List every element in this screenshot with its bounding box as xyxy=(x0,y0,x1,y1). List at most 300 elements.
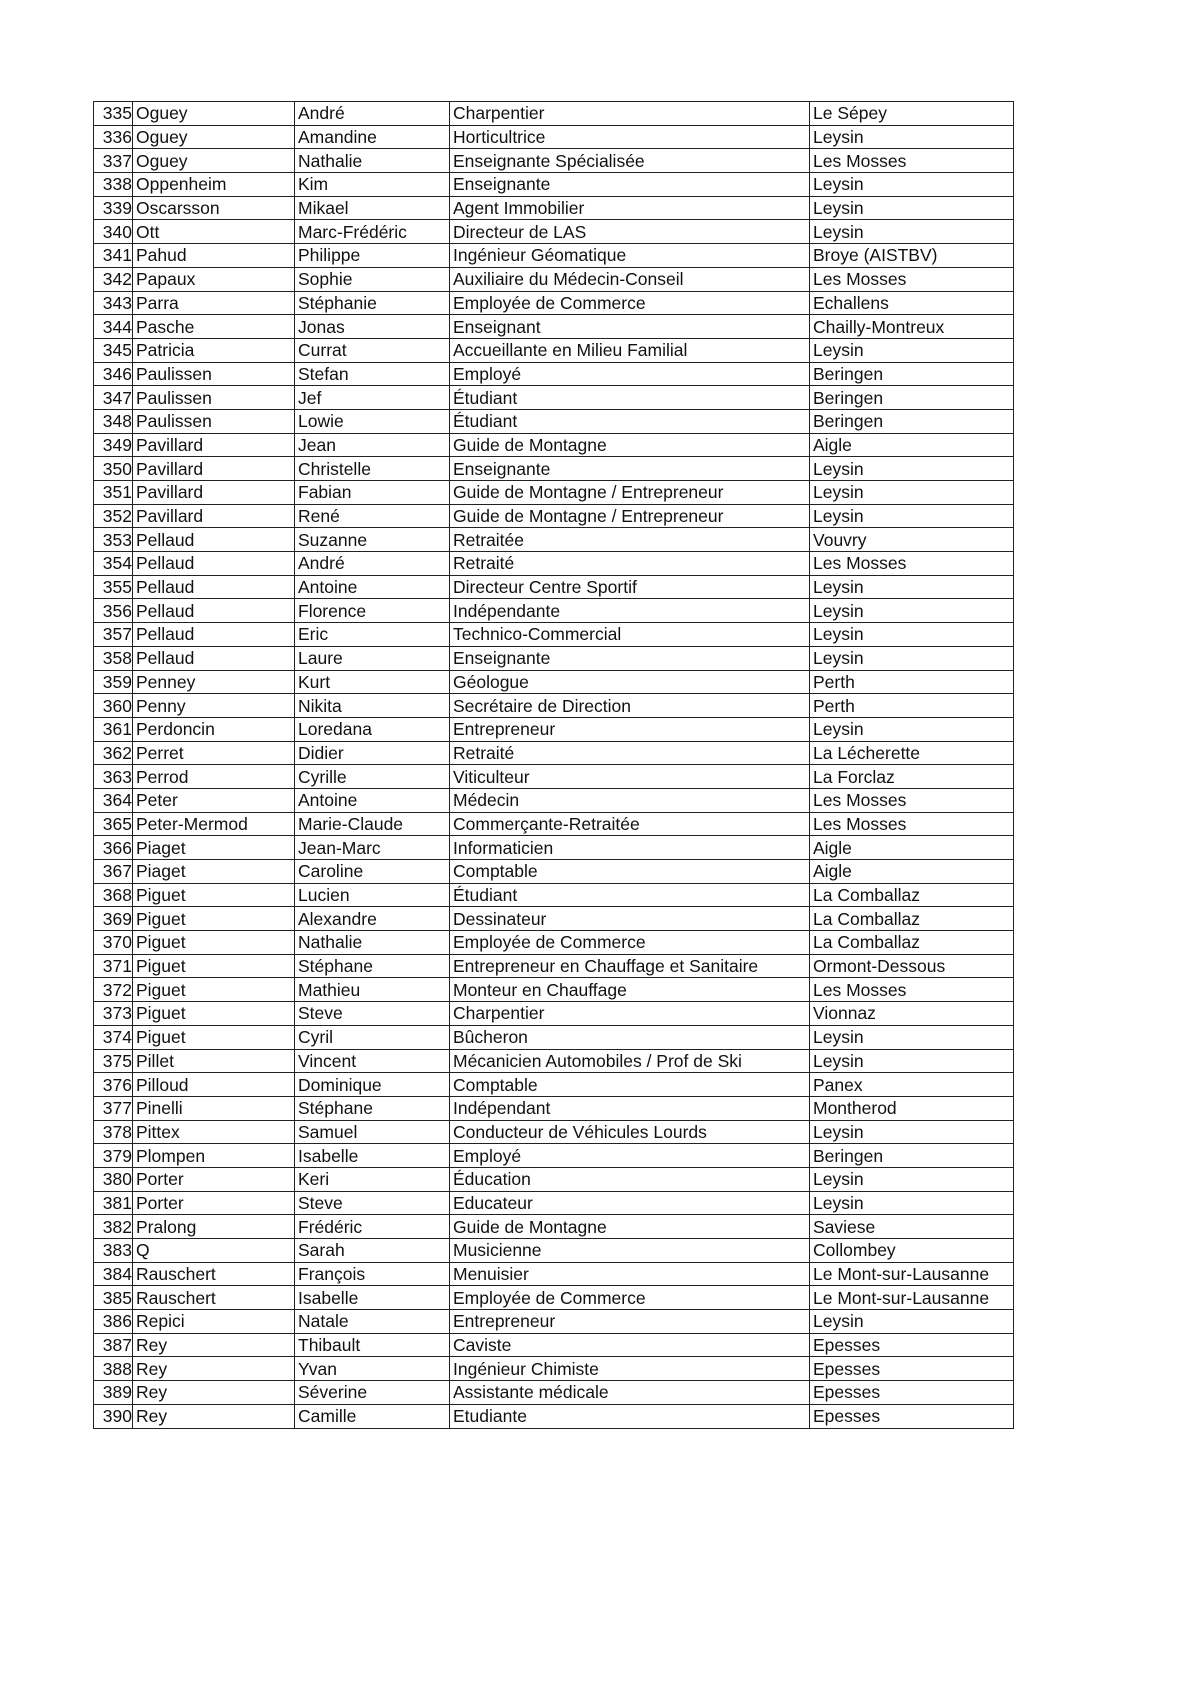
table-row xyxy=(94,1215,1014,1239)
row-number-cell: 369 xyxy=(94,907,133,931)
first-name-cell: Stéphanie xyxy=(295,291,450,315)
last-name-cell: Oguey xyxy=(133,125,295,149)
table-row xyxy=(94,386,1014,410)
first-name-cell: Cyril xyxy=(295,1025,450,1049)
first-name-cell: Antoine xyxy=(295,788,450,812)
table-row xyxy=(94,433,1014,457)
first-name-cell: André xyxy=(295,102,450,126)
last-name-cell: Paulissen xyxy=(133,409,295,433)
table-row xyxy=(94,315,1014,339)
table-row xyxy=(94,1025,1014,1049)
occupation-cell: Retraitée xyxy=(450,528,810,552)
occupation-cell: Employée de Commerce xyxy=(450,931,810,955)
last-name-cell: Repici xyxy=(133,1310,295,1334)
locality-cell: Leysin xyxy=(810,481,1014,505)
first-name-cell: Jef xyxy=(295,386,450,410)
first-name-cell: Marc-Frédéric xyxy=(295,220,450,244)
table-row xyxy=(94,1096,1014,1120)
table-row xyxy=(94,1120,1014,1144)
table-row xyxy=(94,125,1014,149)
locality-cell: Panex xyxy=(810,1073,1014,1097)
table-row xyxy=(94,196,1014,220)
locality-cell: Epesses xyxy=(810,1381,1014,1405)
occupation-cell: Viticulteur xyxy=(450,765,810,789)
occupation-cell: Assistante médicale xyxy=(450,1381,810,1405)
locality-cell: Le Mont-sur-Lausanne xyxy=(810,1262,1014,1286)
table-row xyxy=(94,623,1014,647)
last-name-cell: Pasche xyxy=(133,315,295,339)
last-name-cell: Paulissen xyxy=(133,386,295,410)
first-name-cell: Philippe xyxy=(295,244,450,268)
occupation-cell: Entrepreneur xyxy=(450,1310,810,1334)
last-name-cell: Pellaud xyxy=(133,528,295,552)
occupation-cell: Monteur en Chauffage xyxy=(450,978,810,1002)
table-row xyxy=(94,694,1014,718)
locality-cell: Montherod xyxy=(810,1096,1014,1120)
first-name-cell: Alexandre xyxy=(295,907,450,931)
first-name-cell: Amandine xyxy=(295,125,450,149)
first-name-cell: Marie-Claude xyxy=(295,812,450,836)
locality-cell: Leysin xyxy=(810,646,1014,670)
last-name-cell: Oguey xyxy=(133,102,295,126)
last-name-cell: Papaux xyxy=(133,267,295,291)
last-name-cell: Rey xyxy=(133,1333,295,1357)
last-name-cell: Pellaud xyxy=(133,552,295,576)
occupation-cell: Indépendant xyxy=(450,1096,810,1120)
locality-cell: Les Mosses xyxy=(810,267,1014,291)
table-row xyxy=(94,267,1014,291)
first-name-cell: Fabian xyxy=(295,481,450,505)
first-name-cell: Isabelle xyxy=(295,1144,450,1168)
first-name-cell: Jonas xyxy=(295,315,450,339)
row-number-cell: 335 xyxy=(94,102,133,126)
row-number-cell: 347 xyxy=(94,386,133,410)
last-name-cell: Perret xyxy=(133,741,295,765)
first-name-cell: Kurt xyxy=(295,670,450,694)
last-name-cell: Pellaud xyxy=(133,599,295,623)
occupation-cell: Horticultrice xyxy=(450,125,810,149)
table-row xyxy=(94,504,1014,528)
first-name-cell: Didier xyxy=(295,741,450,765)
last-name-cell: Pittex xyxy=(133,1120,295,1144)
table-row xyxy=(94,528,1014,552)
last-name-cell: Piguet xyxy=(133,907,295,931)
first-name-cell: Kim xyxy=(295,173,450,197)
locality-cell: Leysin xyxy=(810,1049,1014,1073)
locality-cell: Beringen xyxy=(810,362,1014,386)
row-number-cell: 341 xyxy=(94,244,133,268)
row-number-cell: 371 xyxy=(94,954,133,978)
last-name-cell: Porter xyxy=(133,1167,295,1191)
row-number-cell: 364 xyxy=(94,788,133,812)
locality-cell: Les Mosses xyxy=(810,978,1014,1002)
first-name-cell: Sarah xyxy=(295,1239,450,1263)
row-number-cell: 373 xyxy=(94,1002,133,1026)
last-name-cell: Peter xyxy=(133,788,295,812)
first-name-cell: Eric xyxy=(295,623,450,647)
row-number-cell: 359 xyxy=(94,670,133,694)
locality-cell: La Comballaz xyxy=(810,931,1014,955)
first-name-cell: Isabelle xyxy=(295,1286,450,1310)
last-name-cell: Pilloud xyxy=(133,1073,295,1097)
locality-cell: Aigle xyxy=(810,860,1014,884)
locality-cell: Vionnaz xyxy=(810,1002,1014,1026)
last-name-cell: Piaget xyxy=(133,836,295,860)
occupation-cell: Ingénieur Géomatique xyxy=(450,244,810,268)
table-row xyxy=(94,788,1014,812)
first-name-cell: Christelle xyxy=(295,457,450,481)
row-number-cell: 353 xyxy=(94,528,133,552)
row-number-cell: 363 xyxy=(94,765,133,789)
row-number-cell: 365 xyxy=(94,812,133,836)
roster-table-body xyxy=(94,102,1014,1429)
last-name-cell: Pillet xyxy=(133,1049,295,1073)
last-name-cell: Pellaud xyxy=(133,575,295,599)
row-number-cell: 379 xyxy=(94,1144,133,1168)
row-number-cell: 343 xyxy=(94,291,133,315)
row-number-cell: 337 xyxy=(94,149,133,173)
last-name-cell: Oscarsson xyxy=(133,196,295,220)
locality-cell: Leysin xyxy=(810,1120,1014,1144)
last-name-cell: Piguet xyxy=(133,954,295,978)
locality-cell: Leysin xyxy=(810,457,1014,481)
row-number-cell: 357 xyxy=(94,623,133,647)
first-name-cell: Steve xyxy=(295,1191,450,1215)
table-row xyxy=(94,1381,1014,1405)
locality-cell: Broye (AISTBV) xyxy=(810,244,1014,268)
occupation-cell: Directeur de LAS xyxy=(450,220,810,244)
occupation-cell: Etudiante xyxy=(450,1404,810,1428)
locality-cell: Leysin xyxy=(810,1191,1014,1215)
table-row xyxy=(94,1262,1014,1286)
occupation-cell: Educateur xyxy=(450,1191,810,1215)
table-row xyxy=(94,646,1014,670)
table-row xyxy=(94,1144,1014,1168)
last-name-cell: Plompen xyxy=(133,1144,295,1168)
occupation-cell: Agent Immobilier xyxy=(450,196,810,220)
row-number-cell: 336 xyxy=(94,125,133,149)
occupation-cell: Médecin xyxy=(450,788,810,812)
occupation-cell: Menuisier xyxy=(450,1262,810,1286)
occupation-cell: Secrétaire de Direction xyxy=(450,694,810,718)
row-number-cell: 366 xyxy=(94,836,133,860)
table-row xyxy=(94,741,1014,765)
occupation-cell: Enseignant xyxy=(450,315,810,339)
row-number-cell: 361 xyxy=(94,717,133,741)
locality-cell: La Lécherette xyxy=(810,741,1014,765)
row-number-cell: 348 xyxy=(94,409,133,433)
occupation-cell: Étudiant xyxy=(450,409,810,433)
first-name-cell: Suzanne xyxy=(295,528,450,552)
locality-cell: Leysin xyxy=(810,599,1014,623)
locality-cell: La Forclaz xyxy=(810,765,1014,789)
first-name-cell: Séverine xyxy=(295,1381,450,1405)
occupation-cell: Indépendante xyxy=(450,599,810,623)
occupation-cell: Charpentier xyxy=(450,1002,810,1026)
table-row xyxy=(94,1239,1014,1263)
table-row xyxy=(94,1191,1014,1215)
row-number-cell: 380 xyxy=(94,1167,133,1191)
occupation-cell: Dessinateur xyxy=(450,907,810,931)
row-number-cell: 386 xyxy=(94,1310,133,1334)
row-number-cell: 368 xyxy=(94,883,133,907)
first-name-cell: Yvan xyxy=(295,1357,450,1381)
table-row xyxy=(94,362,1014,386)
locality-cell: Leysin xyxy=(810,504,1014,528)
row-number-cell: 338 xyxy=(94,173,133,197)
row-number-cell: 355 xyxy=(94,575,133,599)
table-row xyxy=(94,409,1014,433)
row-number-cell: 350 xyxy=(94,457,133,481)
row-number-cell: 356 xyxy=(94,599,133,623)
occupation-cell: Entrepreneur en Chauffage et Sanitaire xyxy=(450,954,810,978)
locality-cell: Ormont-Dessous xyxy=(810,954,1014,978)
locality-cell: Chailly-Montreux xyxy=(810,315,1014,339)
locality-cell: La Comballaz xyxy=(810,907,1014,931)
occupation-cell: Commerçante-Retraitée xyxy=(450,812,810,836)
occupation-cell: Caviste xyxy=(450,1333,810,1357)
row-number-cell: 374 xyxy=(94,1025,133,1049)
occupation-cell: Comptable xyxy=(450,860,810,884)
table-row xyxy=(94,1310,1014,1334)
table-row xyxy=(94,552,1014,576)
last-name-cell: Rauschert xyxy=(133,1262,295,1286)
first-name-cell: Thibault xyxy=(295,1333,450,1357)
first-name-cell: Frédéric xyxy=(295,1215,450,1239)
last-name-cell: Piguet xyxy=(133,883,295,907)
occupation-cell: Employée de Commerce xyxy=(450,291,810,315)
occupation-cell: Guide de Montagne xyxy=(450,1215,810,1239)
table-row xyxy=(94,291,1014,315)
locality-cell: Leysin xyxy=(810,220,1014,244)
row-number-cell: 367 xyxy=(94,860,133,884)
last-name-cell: Oppenheim xyxy=(133,173,295,197)
occupation-cell: Enseignante xyxy=(450,646,810,670)
row-number-cell: 378 xyxy=(94,1120,133,1144)
last-name-cell: Paulissen xyxy=(133,362,295,386)
row-number-cell: 354 xyxy=(94,552,133,576)
table-row xyxy=(94,836,1014,860)
locality-cell: Beringen xyxy=(810,409,1014,433)
row-number-cell: 389 xyxy=(94,1381,133,1405)
locality-cell: Les Mosses xyxy=(810,149,1014,173)
first-name-cell: Cyrille xyxy=(295,765,450,789)
first-name-cell: Vincent xyxy=(295,1049,450,1073)
table-row xyxy=(94,765,1014,789)
occupation-cell: Mécanicien Automobiles / Prof de Ski xyxy=(450,1049,810,1073)
table-row xyxy=(94,907,1014,931)
last-name-cell: Patricia xyxy=(133,338,295,362)
last-name-cell: Perdoncin xyxy=(133,717,295,741)
locality-cell: Vouvry xyxy=(810,528,1014,552)
first-name-cell: Jean-Marc xyxy=(295,836,450,860)
first-name-cell: René xyxy=(295,504,450,528)
last-name-cell: Piaget xyxy=(133,860,295,884)
locality-cell: Echallens xyxy=(810,291,1014,315)
occupation-cell: Entrepreneur xyxy=(450,717,810,741)
table-row xyxy=(94,220,1014,244)
locality-cell: Epesses xyxy=(810,1333,1014,1357)
last-name-cell: Peter-Mermod xyxy=(133,812,295,836)
locality-cell: Leysin xyxy=(810,717,1014,741)
last-name-cell: Rey xyxy=(133,1381,295,1405)
locality-cell: Leysin xyxy=(810,125,1014,149)
locality-cell: Leysin xyxy=(810,338,1014,362)
row-number-cell: 340 xyxy=(94,220,133,244)
last-name-cell: Pinelli xyxy=(133,1096,295,1120)
row-number-cell: 358 xyxy=(94,646,133,670)
first-name-cell: Florence xyxy=(295,599,450,623)
table-row xyxy=(94,575,1014,599)
first-name-cell: Nathalie xyxy=(295,931,450,955)
table-row xyxy=(94,1073,1014,1097)
occupation-cell: Charpentier xyxy=(450,102,810,126)
roster-table xyxy=(93,101,1014,1429)
occupation-cell: Guide de Montagne / Entrepreneur xyxy=(450,481,810,505)
row-number-cell: 352 xyxy=(94,504,133,528)
first-name-cell: Nathalie xyxy=(295,149,450,173)
locality-cell: Les Mosses xyxy=(810,788,1014,812)
first-name-cell: Currat xyxy=(295,338,450,362)
occupation-cell: Enseignante xyxy=(450,457,810,481)
last-name-cell: Pralong xyxy=(133,1215,295,1239)
table-row xyxy=(94,931,1014,955)
table-row xyxy=(94,860,1014,884)
first-name-cell: Samuel xyxy=(295,1120,450,1144)
row-number-cell: 375 xyxy=(94,1049,133,1073)
locality-cell: Leysin xyxy=(810,173,1014,197)
occupation-cell: Géologue xyxy=(450,670,810,694)
last-name-cell: Pavillard xyxy=(133,433,295,457)
first-name-cell: François xyxy=(295,1262,450,1286)
table-row xyxy=(94,173,1014,197)
last-name-cell: Oguey xyxy=(133,149,295,173)
last-name-cell: Penny xyxy=(133,694,295,718)
occupation-cell: Éducation xyxy=(450,1167,810,1191)
table-row xyxy=(94,457,1014,481)
locality-cell: Leysin xyxy=(810,196,1014,220)
last-name-cell: Pavillard xyxy=(133,457,295,481)
locality-cell: Perth xyxy=(810,694,1014,718)
row-number-cell: 381 xyxy=(94,1191,133,1215)
first-name-cell: Nikita xyxy=(295,694,450,718)
row-number-cell: 376 xyxy=(94,1073,133,1097)
table-row xyxy=(94,978,1014,1002)
occupation-cell: Technico-Commercial xyxy=(450,623,810,647)
row-number-cell: 339 xyxy=(94,196,133,220)
row-number-cell: 388 xyxy=(94,1357,133,1381)
table-row xyxy=(94,1002,1014,1026)
row-number-cell: 377 xyxy=(94,1096,133,1120)
first-name-cell: Laure xyxy=(295,646,450,670)
first-name-cell: Stéphane xyxy=(295,954,450,978)
table-row xyxy=(94,599,1014,623)
last-name-cell: Rauschert xyxy=(133,1286,295,1310)
table-row xyxy=(94,717,1014,741)
row-number-cell: 351 xyxy=(94,481,133,505)
locality-cell: Les Mosses xyxy=(810,812,1014,836)
occupation-cell: Employé xyxy=(450,362,810,386)
occupation-cell: Retraité xyxy=(450,741,810,765)
locality-cell: Epesses xyxy=(810,1357,1014,1381)
table-row xyxy=(94,102,1014,126)
occupation-cell: Accueillante en Milieu Familial xyxy=(450,338,810,362)
occupation-cell: Guide de Montagne xyxy=(450,433,810,457)
occupation-cell: Bûcheron xyxy=(450,1025,810,1049)
row-number-cell: 372 xyxy=(94,978,133,1002)
table-row xyxy=(94,812,1014,836)
row-number-cell: 345 xyxy=(94,338,133,362)
occupation-cell: Étudiant xyxy=(450,386,810,410)
last-name-cell: Piguet xyxy=(133,1025,295,1049)
last-name-cell: Perrod xyxy=(133,765,295,789)
occupation-cell: Comptable xyxy=(450,1073,810,1097)
locality-cell: Beringen xyxy=(810,1144,1014,1168)
last-name-cell: Pellaud xyxy=(133,646,295,670)
occupation-cell: Auxiliaire du Médecin-Conseil xyxy=(450,267,810,291)
locality-cell: Perth xyxy=(810,670,1014,694)
first-name-cell: Lowie xyxy=(295,409,450,433)
table-row xyxy=(94,1333,1014,1357)
occupation-cell: Informaticien xyxy=(450,836,810,860)
row-number-cell: 344 xyxy=(94,315,133,339)
locality-cell: La Comballaz xyxy=(810,883,1014,907)
table-row xyxy=(94,244,1014,268)
locality-cell: Le Sépey xyxy=(810,102,1014,126)
table-row xyxy=(94,1404,1014,1428)
first-name-cell: Natale xyxy=(295,1310,450,1334)
row-number-cell: 360 xyxy=(94,694,133,718)
table-row xyxy=(94,1167,1014,1191)
first-name-cell: André xyxy=(295,552,450,576)
last-name-cell: Pahud xyxy=(133,244,295,268)
locality-cell: Epesses xyxy=(810,1404,1014,1428)
table-row xyxy=(94,1049,1014,1073)
first-name-cell: Lucien xyxy=(295,883,450,907)
last-name-cell: Porter xyxy=(133,1191,295,1215)
occupation-cell: Guide de Montagne / Entrepreneur xyxy=(450,504,810,528)
occupation-cell: Enseignante Spécialisée xyxy=(450,149,810,173)
occupation-cell: Directeur Centre Sportif xyxy=(450,575,810,599)
first-name-cell: Camille xyxy=(295,1404,450,1428)
row-number-cell: 385 xyxy=(94,1286,133,1310)
locality-cell: Leysin xyxy=(810,1310,1014,1334)
occupation-cell: Retraité xyxy=(450,552,810,576)
table-row xyxy=(94,1357,1014,1381)
occupation-cell: Conducteur de Véhicules Lourds xyxy=(450,1120,810,1144)
row-number-cell: 382 xyxy=(94,1215,133,1239)
last-name-cell: Piguet xyxy=(133,1002,295,1026)
table-row xyxy=(94,883,1014,907)
row-number-cell: 370 xyxy=(94,931,133,955)
first-name-cell: Steve xyxy=(295,1002,450,1026)
last-name-cell: Parra xyxy=(133,291,295,315)
first-name-cell: Mikael xyxy=(295,196,450,220)
locality-cell: Saviese xyxy=(810,1215,1014,1239)
occupation-cell: Enseignante xyxy=(450,173,810,197)
locality-cell: Les Mosses xyxy=(810,552,1014,576)
row-number-cell: 349 xyxy=(94,433,133,457)
occupation-cell: Employé xyxy=(450,1144,810,1168)
last-name-cell: Penney xyxy=(133,670,295,694)
locality-cell: Leysin xyxy=(810,623,1014,647)
last-name-cell: Piguet xyxy=(133,931,295,955)
table-row xyxy=(94,481,1014,505)
locality-cell: Collombey xyxy=(810,1239,1014,1263)
first-name-cell: Sophie xyxy=(295,267,450,291)
row-number-cell: 383 xyxy=(94,1239,133,1263)
table-row xyxy=(94,954,1014,978)
